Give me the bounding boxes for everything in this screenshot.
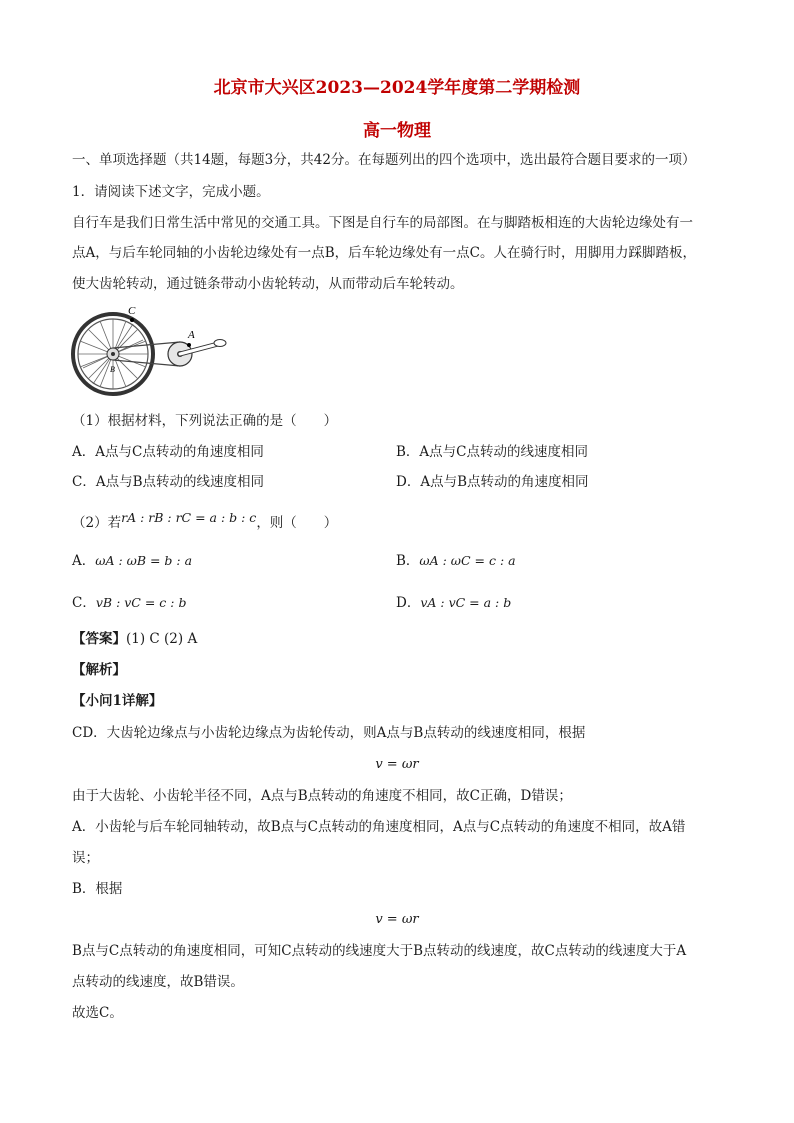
subquestion-2-stem-prefix: （2）若 <box>72 515 122 531</box>
subquestion-2-option-a-formula: ωA : ωB = b : a <box>95 553 193 568</box>
analysis-b-label: B．根据 <box>72 881 123 897</box>
analysis-formula-1: v = ωr <box>375 757 419 772</box>
rear-hub <box>111 352 115 356</box>
answer-label: 【答案】 <box>72 631 126 647</box>
subquestion-2-option-d <box>396 594 511 612</box>
point-b-label: B <box>110 365 115 374</box>
analysis-line-after-formula: 由于大齿轮、小齿轮半径不同，A点与B点转动的角速度不相同，故C正确，D错误； <box>72 788 572 804</box>
analysis-cd-line: CD．大齿轮边缘点与小齿轮边缘点为齿轮传动，则A点与B点转动的线速度相同，根据 <box>72 725 586 741</box>
subquestion-2-option-b <box>396 552 516 570</box>
subquestion-2-option-c-formula: vB : vC = c : b <box>95 595 187 610</box>
point-c-label: C <box>128 305 136 317</box>
subquestion-2-option-a <box>72 552 192 570</box>
analysis-label: 【解析】 <box>72 662 126 678</box>
bicycle-gear-figure <box>70 302 230 402</box>
analysis-part-1-label: 【小问1详解】 <box>72 693 163 709</box>
subquestion-2-option-c <box>72 594 186 612</box>
analysis-formula-2: v = ωr <box>375 912 419 927</box>
subquestion-2-option-d-formula: vA : vC = a : b <box>420 595 512 610</box>
subquestion-1-option-b: B．A点与C点转动的线速度相同 <box>396 444 588 460</box>
document-subtitle: 高一物理 <box>363 121 431 141</box>
answer-line <box>72 630 197 648</box>
subquestion-2-stem <box>72 510 338 532</box>
section-heading: 一、单项选择题（共14题，每题3分，共42分。在每题列出的四个选项中，选出最符合题目要求的一项） <box>72 152 696 168</box>
point-a-label: A <box>188 329 195 341</box>
subquestion-2-option-a-label: A． <box>72 553 96 569</box>
analysis-a-line-2: 误； <box>72 850 99 866</box>
subquestion-1-option-c: C．A点与B点转动的线速度相同 <box>72 474 264 490</box>
point-a-marker <box>187 343 191 347</box>
subquestion-2-option-d-label: D． <box>396 595 421 611</box>
pedal <box>214 340 226 347</box>
subquestion-1-option-a: A．A点与C点转动的角速度相同 <box>72 444 264 460</box>
subquestion-1-stem: （1）根据材料，下列说法正确的是（ ） <box>72 413 338 429</box>
subquestion-2-option-c-label: C． <box>72 595 96 611</box>
question-paragraph-line-3: 使大齿轮转动，通过链条带动小齿轮转动，从而带动后车轮转动。 <box>72 276 464 292</box>
document-title: 北京市大兴区2023—2024学年度第二学期检测 <box>213 78 581 98</box>
subquestion-1-option-d: D．A点与B点转动的角速度相同 <box>396 474 589 490</box>
analysis-b-line-1: B点与C点转动的角速度相同，可知C点转动的线速度大于B点转动的线速度，故C点转动的线速度大于A <box>72 943 687 959</box>
analysis-choose-line: 故选C。 <box>72 1005 123 1021</box>
subquestion-2-option-b-formula: ωA : ωC = c : a <box>419 553 516 568</box>
question-intro: 1．请阅读下述文字，完成小题。 <box>72 184 270 200</box>
analysis-b-line-2: 点转动的线速度，故B错误。 <box>72 974 244 990</box>
point-c-marker <box>130 318 134 322</box>
question-paragraph-line-1: 自行车是我们日常生活中常见的交通工具。下图是自行车的局部图。在与脚踏板相连的大齿轮边缘处有一 <box>72 215 693 231</box>
answer-text: (1) C (2) A <box>126 631 198 647</box>
subquestion-2-stem-suffix: ，则（ ） <box>256 515 338 531</box>
question-paragraph-line-2: 点A，与后车轮同轴的小齿轮边缘处有一点B，后车轮边缘处有一点C。人在骑行时，用脚用力踩脚踏板， <box>72 245 696 261</box>
subquestion-2-ratio-formula: rA : rB : rC = a : b : c <box>121 510 257 525</box>
analysis-a-line-1: A．小齿轮与后车轮同轴转动，故B点与C点转动的角速度相同，A点与C点转动的角速度不相同，故A错 <box>72 819 686 835</box>
subquestion-2-option-b-label: B． <box>396 553 420 569</box>
